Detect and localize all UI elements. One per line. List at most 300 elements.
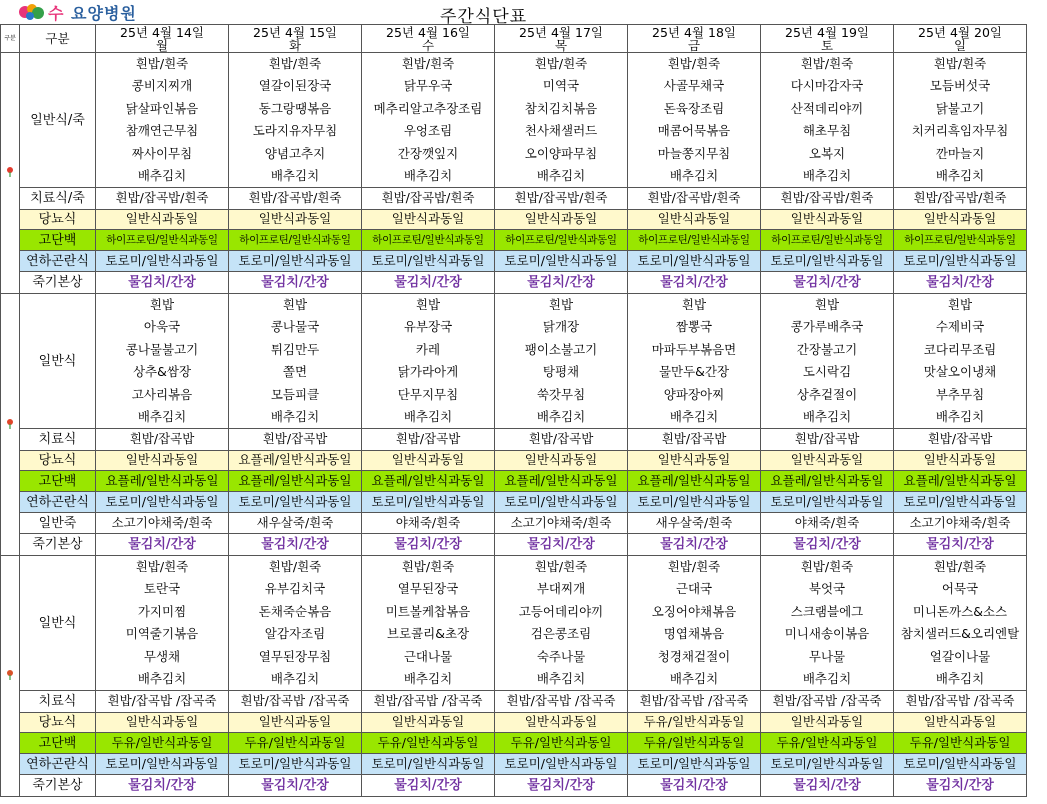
menu-item: 흰밥 [96, 294, 229, 317]
special-diet-item: 일반식과동일 [495, 451, 628, 471]
menu-item: 모듬버섯국 [894, 76, 1027, 98]
special-diet-item: 토로미/일반식과동일 [495, 492, 628, 513]
menu-item: 흰밥/흰죽 [628, 53, 761, 76]
special-diet-item: 물김치/간장 [628, 775, 761, 797]
day-weekday: 토 [820, 37, 834, 53]
special-diet-label: 죽기본상 [20, 534, 96, 556]
day-header-6 [761, 25, 894, 53]
special-diet-item: 두유/일반식과동일 [362, 733, 495, 754]
menu-item: 배추김치 [495, 166, 628, 188]
special-diet-item: 흰밥/잡곡밥 [495, 429, 628, 451]
special-diet-row [1, 429, 1027, 451]
menu-item: 닭살파인볶음 [96, 98, 229, 121]
menu-item: 흰밥 [362, 294, 495, 317]
special-diet-item: 토로미/일반식과동일 [96, 492, 229, 513]
menu-item: 검은콩조림 [495, 624, 628, 646]
special-diet-row [1, 451, 1027, 471]
menu-item: 숙주나물 [495, 646, 628, 669]
menu-item: 청경채겉절이 [628, 646, 761, 669]
special-diet-label: 치료식 [20, 691, 96, 713]
special-diet-item: 일반식과동일 [761, 451, 894, 471]
menu-item: 미니새송이볶음 [761, 624, 894, 646]
special-diet-item: 토로미/일반식과동일 [761, 251, 894, 272]
special-diet-item: 일반식과동일 [229, 713, 362, 733]
special-diet-item: 물김치/간장 [894, 534, 1027, 556]
special-diet-label: 치료식 [20, 429, 96, 451]
special-diet-item: 흰밥/잡곡밥 [761, 429, 894, 451]
menu-item: 흰밥/흰죽 [495, 53, 628, 76]
day-date: 25년 4월 16일 [386, 24, 470, 40]
menu-item: 매콤어묵볶음 [628, 121, 761, 143]
special-diet-item: 요플레/일반식과동일 [229, 471, 362, 492]
meal-section-marker [1, 556, 20, 797]
menu-row [1, 317, 1027, 339]
special-diet-item: 토로미/일반식과동일 [96, 251, 229, 272]
special-diet-item: 흰밥/잡곡밥/흰죽 [229, 188, 362, 210]
menu-item: 팽이소불고기 [495, 339, 628, 362]
menu-item: 상추&쌈장 [96, 362, 229, 384]
special-diet-item: 일반식과동일 [894, 451, 1027, 471]
menu-row [1, 601, 1027, 624]
special-diet-item: 흰밥/잡곡밥/흰죽 [628, 188, 761, 210]
special-diet-label: 연하곤란식 [20, 492, 96, 513]
menu-item: 흰밥 [229, 294, 362, 317]
special-diet-item: 요플레/일반식과동일 [362, 471, 495, 492]
menu-item: 짬뽕국 [628, 317, 761, 339]
day-header-1 [96, 25, 229, 53]
menu-item: 배추김치 [894, 166, 1027, 188]
special-diet-item: 일반식과동일 [628, 451, 761, 471]
special-diet-row [1, 534, 1027, 556]
special-diet-item: 흰밥/잡곡밥 /잡곡죽 [628, 691, 761, 713]
special-diet-item: 하이프로틴/일반식과동일 [96, 230, 229, 251]
special-diet-item: 물김치/간장 [229, 272, 362, 294]
menu-item: 미역국 [495, 76, 628, 98]
day-date: 25년 4월 14일 [120, 24, 204, 40]
menu-item: 아욱국 [96, 317, 229, 339]
menu-item: 돈채죽순볶음 [229, 601, 362, 624]
special-diet-label: 고단백 [20, 471, 96, 492]
special-diet-item: 흰밥/잡곡밥/흰죽 [96, 188, 229, 210]
special-diet-item: 일반식과동일 [96, 210, 229, 230]
menu-item: 흰밥 [761, 294, 894, 317]
special-diet-item: 요플레/일반식과동일 [495, 471, 628, 492]
menu-item: 배추김치 [96, 407, 229, 429]
menu-row [1, 407, 1027, 429]
menu-item: 브로콜리&초장 [362, 624, 495, 646]
menu-item: 흰밥/흰죽 [628, 556, 761, 579]
special-diet-label: 당뇨식 [20, 451, 96, 471]
special-diet-item: 물김치/간장 [628, 534, 761, 556]
special-diet-item: 토로미/일반식과동일 [229, 251, 362, 272]
special-diet-item: 일반식과동일 [362, 210, 495, 230]
special-diet-item: 흰밥/잡곡밥 [628, 429, 761, 451]
special-diet-item: 요플레/일반식과동일 [96, 471, 229, 492]
special-diet-item: 하이프로틴/일반식과동일 [495, 230, 628, 251]
menu-item: 간장깻잎지 [362, 143, 495, 166]
meal-flower-icon [6, 419, 14, 429]
special-diet-item: 새우살죽/흰죽 [628, 513, 761, 534]
day-weekday: 목 [554, 37, 568, 53]
special-diet-item: 일반식과동일 [495, 713, 628, 733]
menu-item: 열갈이된장국 [229, 76, 362, 98]
hospital-logo [18, 2, 137, 22]
special-diet-item: 흰밥/잡곡밥 [96, 429, 229, 451]
special-diet-row [1, 775, 1027, 797]
menu-item: 배추김치 [894, 407, 1027, 429]
menu-item: 콩비지찌개 [96, 76, 229, 98]
menu-row [1, 669, 1027, 691]
special-diet-item: 일반식과동일 [628, 210, 761, 230]
special-diet-item: 토로미/일반식과동일 [495, 754, 628, 775]
special-diet-item: 물김치/간장 [495, 272, 628, 294]
menu-item: 미역줄기볶음 [96, 624, 229, 646]
day-header-2 [229, 25, 362, 53]
menu-item: 깐마늘지 [894, 143, 1027, 166]
menu-item: 흰밥/흰죽 [362, 556, 495, 579]
special-diet-item: 일반식과동일 [96, 451, 229, 471]
special-diet-item: 흰밥/잡곡밥 /잡곡죽 [761, 691, 894, 713]
special-diet-item: 토로미/일반식과동일 [362, 754, 495, 775]
special-diet-row [1, 754, 1027, 775]
menu-item: 우엉조림 [362, 121, 495, 143]
menu-item: 배추김치 [761, 166, 894, 188]
menu-item: 마파두부볶음면 [628, 339, 761, 362]
menu-item: 코다리무조림 [894, 339, 1027, 362]
special-diet-item: 하이프로틴/일반식과동일 [362, 230, 495, 251]
menu-item: 흰밥/흰죽 [761, 53, 894, 76]
special-diet-item: 토로미/일반식과동일 [628, 754, 761, 775]
menu-item: 근대국 [628, 579, 761, 601]
menu-item: 흰밥/흰죽 [229, 556, 362, 579]
special-diet-item: 토로미/일반식과동일 [894, 251, 1027, 272]
special-diet-item: 물김치/간장 [96, 775, 229, 797]
menu-item: 쑥갓무침 [495, 384, 628, 407]
general-diet-label: 일반식 [20, 294, 96, 429]
special-diet-item: 토로미/일반식과동일 [495, 251, 628, 272]
menu-item: 스크램블에그 [761, 601, 894, 624]
menu-item: 흰밥 [495, 294, 628, 317]
day-weekday: 일 [953, 37, 967, 53]
menu-item: 도시락김 [761, 362, 894, 384]
special-diet-item: 토로미/일반식과동일 [628, 251, 761, 272]
menu-item: 근대나물 [362, 646, 495, 669]
menu-item: 배추김치 [96, 669, 229, 691]
special-diet-item: 하이프로틴/일반식과동일 [894, 230, 1027, 251]
menu-row [1, 556, 1027, 579]
menu-row [1, 143, 1027, 166]
special-diet-item: 토로미/일반식과동일 [894, 754, 1027, 775]
special-diet-label: 일반죽 [20, 513, 96, 534]
menu-item: 오징어야채볶음 [628, 601, 761, 624]
day-weekday: 화 [288, 37, 302, 53]
menu-item: 흰밥/흰죽 [761, 556, 894, 579]
menu-item: 흰밥 [894, 294, 1027, 317]
day-date: 25년 4월 20일 [918, 24, 1002, 40]
menu-item: 짜사이무침 [96, 143, 229, 166]
special-diet-item: 물김치/간장 [894, 272, 1027, 294]
menu-item: 부대찌개 [495, 579, 628, 601]
special-diet-label: 치료식/죽 [20, 188, 96, 210]
special-diet-item: 흰밥/잡곡밥 /잡곡죽 [495, 691, 628, 713]
menu-row [1, 646, 1027, 669]
special-diet-item: 두유/일반식과동일 [628, 713, 761, 733]
special-diet-row [1, 272, 1027, 294]
menu-item: 토란국 [96, 579, 229, 601]
menu-item: 닭개장 [495, 317, 628, 339]
menu-row [1, 624, 1027, 646]
page-header [0, 0, 1047, 27]
menu-item: 미니돈까스&소스 [894, 601, 1027, 624]
menu-item: 가지미찜 [96, 601, 229, 624]
special-diet-item: 두유/일반식과동일 [628, 733, 761, 754]
special-diet-item: 흰밥/잡곡밥/흰죽 [894, 188, 1027, 210]
menu-item: 닭가라아게 [362, 362, 495, 384]
special-diet-item: 토로미/일반식과동일 [96, 754, 229, 775]
menu-item: 배추김치 [362, 166, 495, 188]
menu-item: 배추김치 [628, 407, 761, 429]
special-diet-item: 흰밥/잡곡밥/흰죽 [362, 188, 495, 210]
day-header-4 [495, 25, 628, 53]
menu-item: 오복지 [761, 143, 894, 166]
special-diet-item: 요플레/일반식과동일 [894, 471, 1027, 492]
menu-item: 배추김치 [495, 669, 628, 691]
day-date: 25년 4월 17일 [519, 24, 603, 40]
special-diet-label: 고단백 [20, 733, 96, 754]
special-diet-item: 물김치/간장 [628, 272, 761, 294]
special-diet-item: 물김치/간장 [362, 272, 495, 294]
menu-item: 미트볼케찹볶음 [362, 601, 495, 624]
meal-section-marker [1, 294, 20, 556]
menu-item: 마늘쫑지무침 [628, 143, 761, 166]
menu-item: 배추김치 [628, 166, 761, 188]
special-diet-item: 흰밥/잡곡밥 /잡곡죽 [96, 691, 229, 713]
special-diet-item: 물김치/간장 [362, 534, 495, 556]
special-diet-item: 흰밥/잡곡밥 [362, 429, 495, 451]
menu-item: 흰밥/흰죽 [96, 53, 229, 76]
menu-row [1, 121, 1027, 143]
menu-item: 배추김치 [96, 166, 229, 188]
special-diet-row [1, 210, 1027, 230]
special-diet-item: 물김치/간장 [761, 775, 894, 797]
menu-item: 콩가루배추국 [761, 317, 894, 339]
special-diet-item: 일반식과동일 [894, 713, 1027, 733]
special-diet-item: 물김치/간장 [96, 272, 229, 294]
special-diet-item: 물김치/간장 [96, 534, 229, 556]
menu-row [1, 166, 1027, 188]
menu-item: 모듬피클 [229, 384, 362, 407]
category-column-header: 구분 [20, 25, 96, 53]
special-diet-item: 흰밥/잡곡밥 /잡곡죽 [362, 691, 495, 713]
day-weekday: 월 [155, 37, 169, 53]
menu-item: 오이양파무침 [495, 143, 628, 166]
day-header-3 [362, 25, 495, 53]
menu-item: 메추리알고추장조림 [362, 98, 495, 121]
special-diet-row [1, 471, 1027, 492]
menu-item: 명엽채볶음 [628, 624, 761, 646]
special-diet-row [1, 230, 1027, 251]
special-diet-item: 흰밥/잡곡밥 /잡곡죽 [229, 691, 362, 713]
menu-item: 무생채 [96, 646, 229, 669]
special-diet-item: 두유/일반식과동일 [229, 733, 362, 754]
menu-item: 돈육장조림 [628, 98, 761, 121]
menu-item: 상추겉절이 [761, 384, 894, 407]
special-diet-item: 토로미/일반식과동일 [229, 492, 362, 513]
special-diet-item: 토로미/일반식과동일 [362, 251, 495, 272]
menu-item: 배추김치 [495, 407, 628, 429]
special-diet-item: 흰밥/잡곡밥 [894, 429, 1027, 451]
menu-item: 동그랑땡볶음 [229, 98, 362, 121]
menu-item: 참치샐러드&오리엔탈 [894, 624, 1027, 646]
special-diet-item: 물김치/간장 [229, 775, 362, 797]
menu-item: 흰밥/흰죽 [495, 556, 628, 579]
special-diet-label: 죽기본상 [20, 272, 96, 294]
special-diet-item: 요플레/일반식과동일 [229, 451, 362, 471]
special-diet-item: 물김치/간장 [229, 534, 362, 556]
special-diet-row [1, 251, 1027, 272]
menu-item: 참깨연근무침 [96, 121, 229, 143]
menu-item: 흰밥/흰죽 [894, 556, 1027, 579]
menu-item: 흰밥/흰죽 [362, 53, 495, 76]
special-diet-item: 토로미/일반식과동일 [761, 754, 894, 775]
special-diet-item: 흰밥/잡곡밥 [229, 429, 362, 451]
menu-item: 무나물 [761, 646, 894, 669]
special-diet-item: 소고기야채죽/흰죽 [495, 513, 628, 534]
special-diet-item: 일반식과동일 [96, 713, 229, 733]
menu-item: 배추김치 [229, 407, 362, 429]
special-diet-item: 하이프로틴/일반식과동일 [229, 230, 362, 251]
special-diet-item: 토로미/일반식과동일 [628, 492, 761, 513]
menu-item: 어묵국 [894, 579, 1027, 601]
menu-item: 북엇국 [761, 579, 894, 601]
menu-item: 유부장국 [362, 317, 495, 339]
menu-item: 양념고추지 [229, 143, 362, 166]
general-diet-label: 일반식/죽 [20, 53, 96, 188]
menu-item: 콩나물불고기 [96, 339, 229, 362]
menu-item: 닭불고기 [894, 98, 1027, 121]
menu-item: 탕평채 [495, 362, 628, 384]
special-diet-item: 토로미/일반식과동일 [229, 754, 362, 775]
special-diet-row [1, 733, 1027, 754]
special-diet-item: 일반식과동일 [761, 210, 894, 230]
menu-item: 배추김치 [761, 407, 894, 429]
special-diet-item: 요플레/일반식과동일 [628, 471, 761, 492]
menu-row [1, 339, 1027, 362]
special-diet-item: 두유/일반식과동일 [894, 733, 1027, 754]
special-diet-item: 토로미/일반식과동일 [894, 492, 1027, 513]
menu-item: 열무된장무침 [229, 646, 362, 669]
special-diet-row [1, 188, 1027, 210]
special-diet-item: 두유/일반식과동일 [495, 733, 628, 754]
menu-item: 흰밥/흰죽 [96, 556, 229, 579]
special-diet-item: 흰밥/잡곡밥/흰죽 [761, 188, 894, 210]
special-diet-label: 당뇨식 [20, 713, 96, 733]
menu-item: 맛살오이냉채 [894, 362, 1027, 384]
day-date: 25년 4월 15일 [253, 24, 337, 40]
special-diet-item: 새우살죽/흰죽 [229, 513, 362, 534]
menu-item: 쫄면 [229, 362, 362, 384]
special-diet-item: 흰밥/잡곡밥 /잡곡죽 [894, 691, 1027, 713]
menu-item: 카레 [362, 339, 495, 362]
special-diet-item: 물김치/간장 [761, 272, 894, 294]
special-diet-item: 일반식과동일 [761, 713, 894, 733]
special-diet-item: 토로미/일반식과동일 [761, 492, 894, 513]
special-diet-item: 야채죽/흰죽 [362, 513, 495, 534]
logo-name: 요양병원 [71, 3, 137, 23]
page-title: 주간식단표 [440, 7, 528, 27]
menu-item: 알감자조림 [229, 624, 362, 646]
special-diet-item: 물김치/간장 [495, 534, 628, 556]
logo-prefix: 수 [48, 3, 65, 23]
special-diet-item: 물김치/간장 [894, 775, 1027, 797]
day-date: 25년 4월 19일 [785, 24, 869, 40]
menu-item: 배추김치 [229, 669, 362, 691]
menu-item: 배추김치 [761, 669, 894, 691]
menu-item: 산적데리야끼 [761, 98, 894, 121]
day-date: 25년 4월 18일 [652, 24, 736, 40]
meal-flower-icon [6, 670, 14, 680]
menu-item: 배추김치 [229, 166, 362, 188]
special-diet-item: 두유/일반식과동일 [761, 733, 894, 754]
menu-item: 천사채샐러드 [495, 121, 628, 143]
special-diet-item: 소고기야채죽/흰죽 [96, 513, 229, 534]
meal-flower-icon [6, 167, 14, 177]
special-diet-label: 당뇨식 [20, 210, 96, 230]
meal-section-marker [1, 53, 20, 294]
special-diet-item: 요플레/일반식과동일 [761, 471, 894, 492]
header-row [1, 25, 1027, 53]
menu-item: 양파장아찌 [628, 384, 761, 407]
menu-row [1, 579, 1027, 601]
special-diet-label: 연하곤란식 [20, 754, 96, 775]
menu-item: 배추김치 [894, 669, 1027, 691]
menu-item: 얼갈이나물 [894, 646, 1027, 669]
special-diet-item: 하이프로틴/일반식과동일 [628, 230, 761, 251]
special-diet-label: 연하곤란식 [20, 251, 96, 272]
logo-text [48, 1, 137, 24]
special-diet-item: 야채죽/흰죽 [761, 513, 894, 534]
menu-item: 다시마감자국 [761, 76, 894, 98]
special-diet-item: 일반식과동일 [362, 451, 495, 471]
special-diet-item: 물김치/간장 [495, 775, 628, 797]
menu-item: 배추김치 [628, 669, 761, 691]
day-header-7 [894, 25, 1027, 53]
menu-row [1, 76, 1027, 98]
menu-item: 흰밥/흰죽 [229, 53, 362, 76]
day-weekday: 수 [421, 37, 435, 53]
menu-row [1, 53, 1027, 76]
general-diet-label: 일반식 [20, 556, 96, 691]
special-diet-row [1, 713, 1027, 733]
menu-item: 흰밥/흰죽 [894, 53, 1027, 76]
weekly-menu-table [0, 24, 1027, 797]
special-diet-item: 하이프로틴/일반식과동일 [761, 230, 894, 251]
menu-item: 콩나물국 [229, 317, 362, 339]
menu-item: 사골무채국 [628, 76, 761, 98]
special-diet-label: 고단백 [20, 230, 96, 251]
menu-item: 흰밥 [628, 294, 761, 317]
day-header-5 [628, 25, 761, 53]
special-diet-row [1, 513, 1027, 534]
menu-item: 부추무침 [894, 384, 1027, 407]
menu-item: 배추김치 [362, 669, 495, 691]
special-diet-label: 죽기본상 [20, 775, 96, 797]
menu-row [1, 384, 1027, 407]
menu-item: 튀김만두 [229, 339, 362, 362]
menu-row [1, 294, 1027, 317]
special-diet-item: 물김치/간장 [761, 534, 894, 556]
menu-item: 참치김치볶음 [495, 98, 628, 121]
